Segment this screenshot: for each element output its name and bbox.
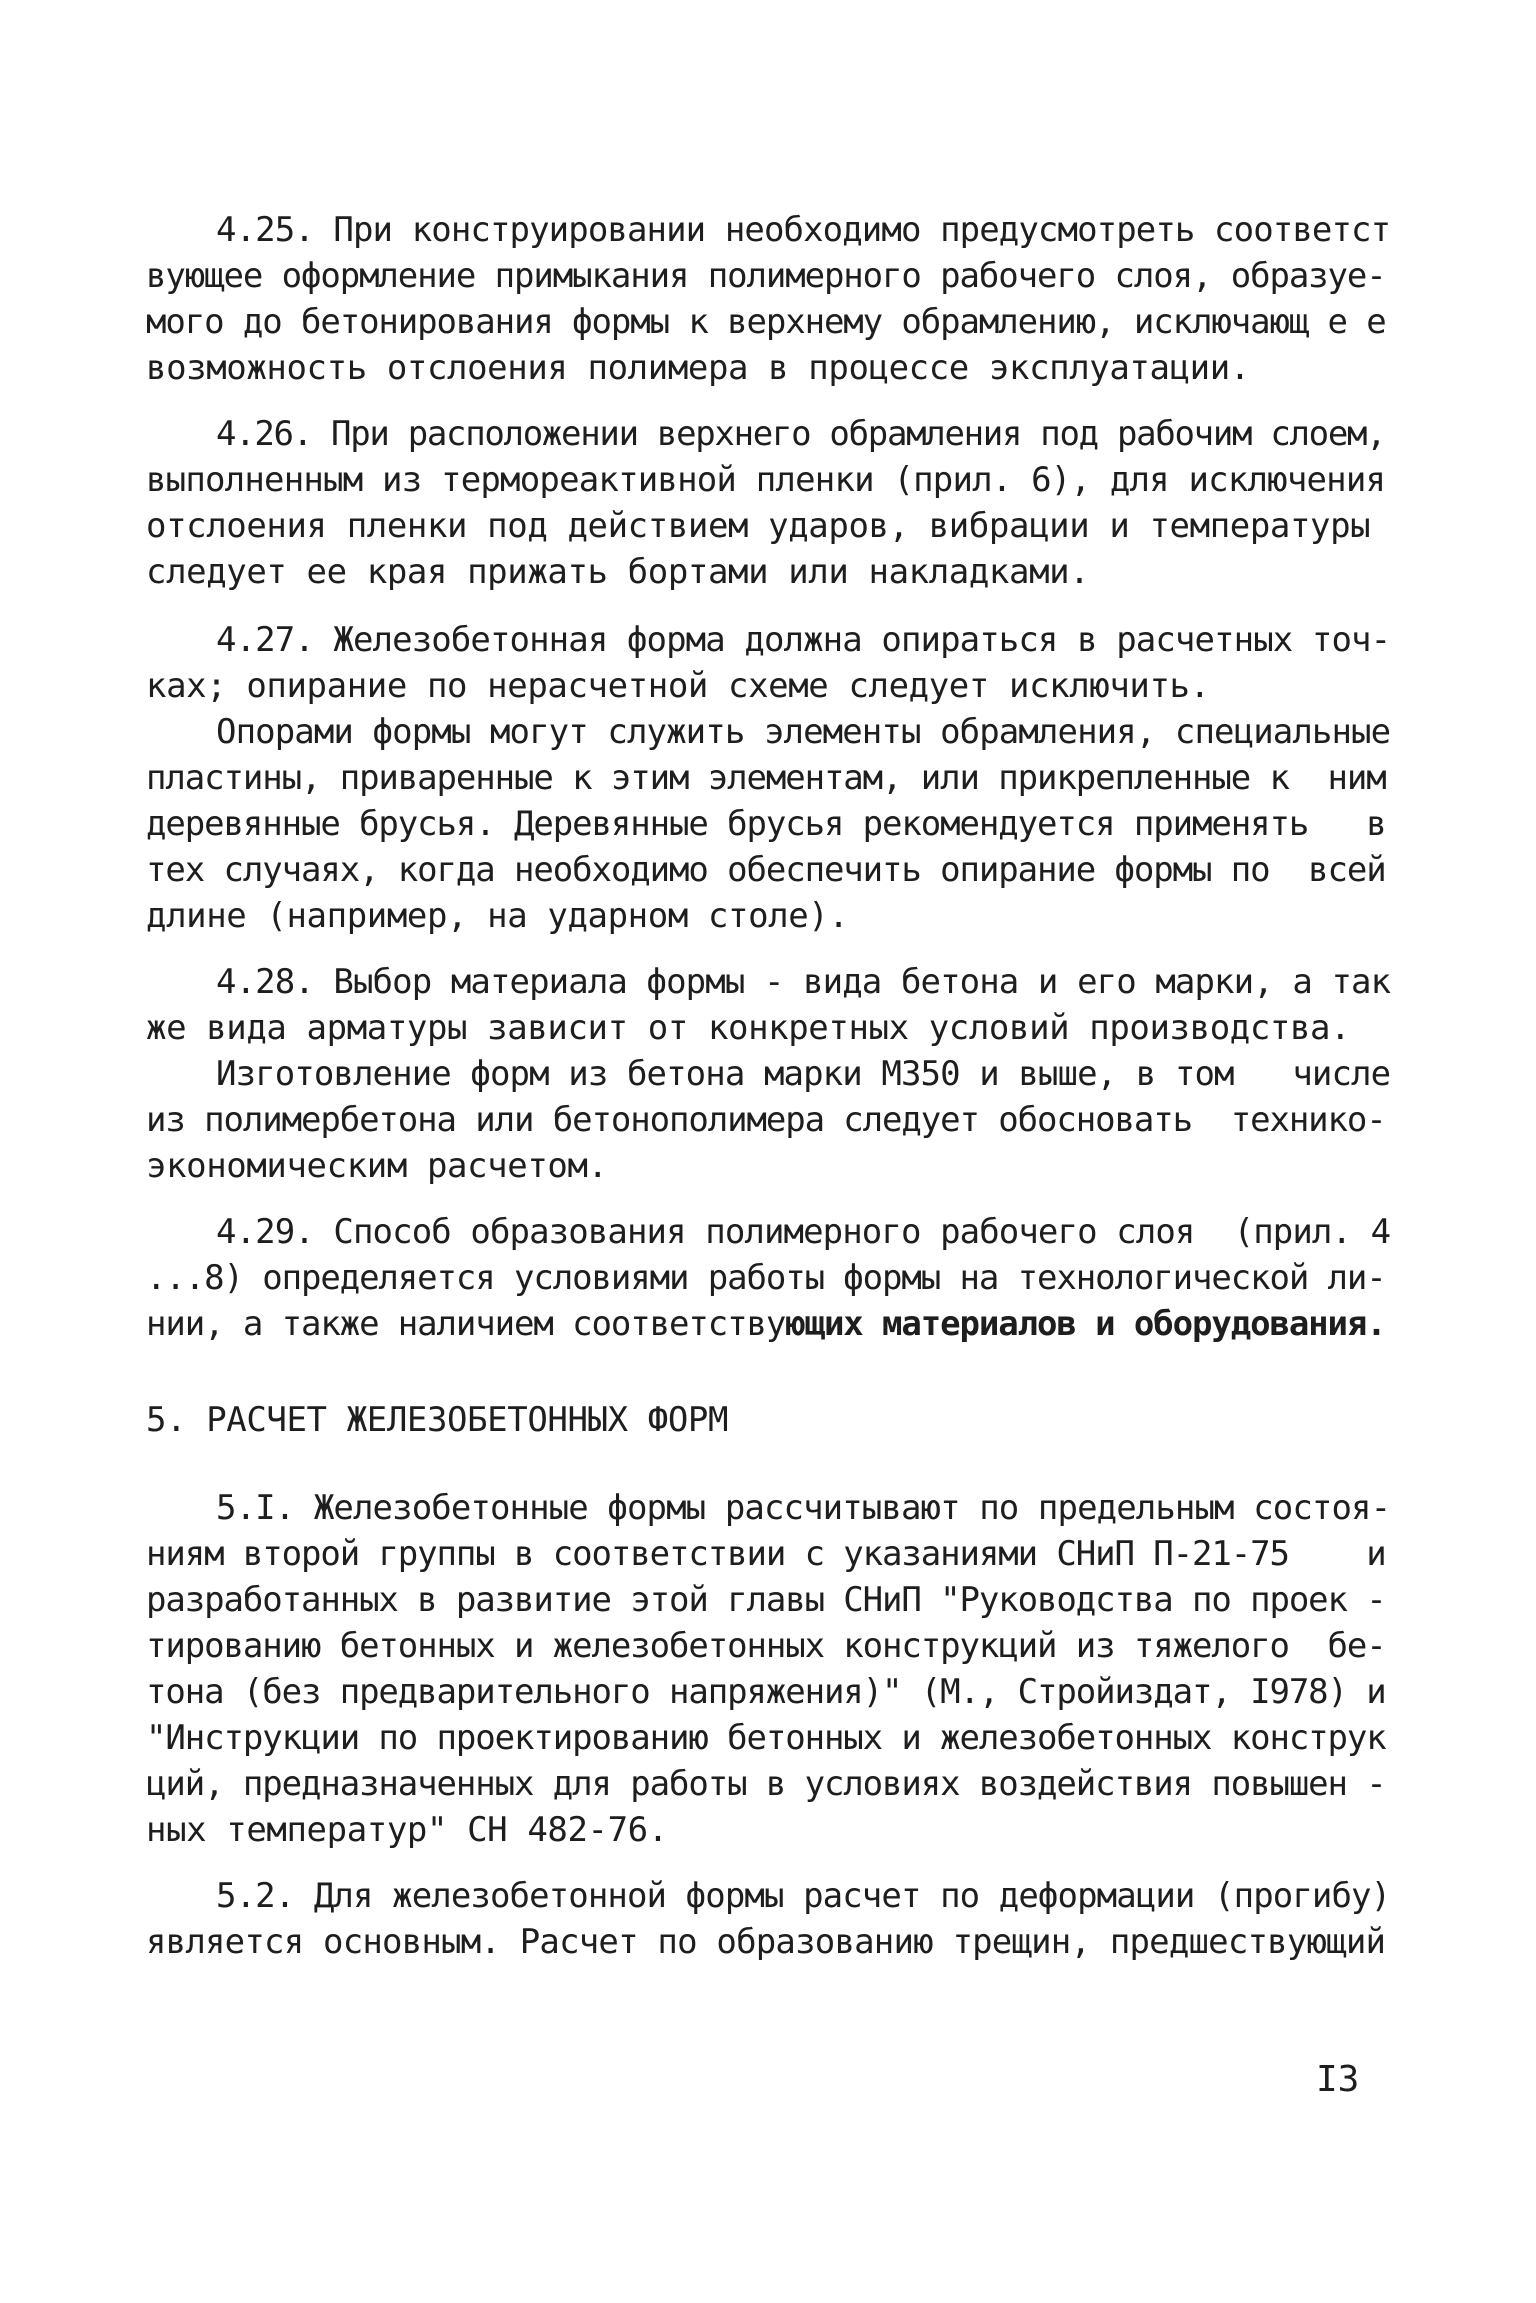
section-heading: 5. РАСЧЕТ ЖЕЛЕЗОБЕТОННЫХ ФОРМ (146, 1400, 729, 1440)
paragraph-5-1-line-1: 5.I. Железобетонные формы рассчитывают по предельным состоя- (216, 1488, 1391, 1528)
paragraph-4-26-line-4: следует ее края прижать бортами или накладками. (146, 552, 1090, 592)
paragraph-manufacture-line-1: Изготовление форм из бетона марки М350 и выше, в том числе (216, 1054, 1391, 1094)
paragraph-supports-line-4: тех случаях, когда необходимо обеспечить опирание формы по всей (146, 850, 1386, 890)
paragraph-4-29-line-2: ...8) определяется условиями работы формы на технологической ли- (146, 1258, 1386, 1298)
paragraph-supports-line-3: деревянные брусья. Деревянные брусья рекомендуется применять в (146, 804, 1386, 844)
paragraph-manufacture-line-3: экономическим расчетом. (146, 1146, 608, 1186)
paragraph-5-2-line-1: 5.2. Для железобетонной формы расчет по деформации (прогибу) (216, 1876, 1391, 1916)
paragraph-5-1-line-4: тированию бетонных и железобетонных конструкций из тяжелого бе- (146, 1626, 1386, 1666)
paragraph-5-1-line-6: "Инструкции по проектированию бетонных и железобетонных конструк (146, 1718, 1386, 1758)
paragraph-4-29-line-3 (146, 1302, 1386, 1346)
paragraph-5-1-line-3: разработанных в развитие этой главы СНиП "Руководства по проек - (146, 1580, 1386, 1620)
paragraph-4-29-line-3-bold: ющих материалов и оборудования. (785, 1304, 1386, 1344)
paragraph-5-1-line-8: ных температур" СН 482-76. (146, 1810, 668, 1850)
paragraph-4-26-line-1: 4.26. При расположении верхнего обрамления под рабочим слоем, (216, 414, 1386, 454)
paragraph-supports-line-2: пластины, приваренные к этим элементам, или прикрепленные к ним (146, 758, 1386, 798)
paragraph-4-28-line-2: же вида арматуры зависит от конкретных условий производства. (146, 1008, 1351, 1048)
paragraph-supports-line-5: длине (например, на ударном столе). (146, 896, 849, 936)
paragraph-5-1-line-2: ниям второй группы в соответствии с указаниями СНиП П-21-75 и (146, 1534, 1386, 1574)
paragraph-5-1-line-7: ций, предназначенных для работы в условиях воздействия повышен - (146, 1764, 1386, 1804)
paragraph-4-25-line-4: возможность отслоения полимера в процессе эксплуатации. (146, 348, 1250, 388)
paragraph-4-29-line-3-regular: нии, а также наличием соответству (146, 1304, 786, 1344)
page-number: I3 (1316, 2059, 1360, 2100)
paragraph-5-1-line-5: тона (без предварительного напряжения)" (М., Стройиздат, I978) и (146, 1672, 1386, 1712)
paragraph-4-25-line-3: мого до бетонирования формы к верхнему обрамлению, исключающ е е (146, 302, 1386, 342)
paragraph-manufacture-line-2: из полимербетона или бетонополимера следует обосновать технико- (146, 1100, 1386, 1140)
paragraph-4-25-line-2: вующее оформление примыкания полимерного рабочего слоя, образуе- (146, 256, 1386, 296)
paragraph-4-26-line-3: отслоения пленки под действием ударов, вибрации и температуры (146, 506, 1371, 546)
paragraph-4-27-line-2: ках; опирание по нерасчетной схеме следует исключить. (146, 666, 1210, 706)
paragraph-5-2-line-2: является основным. Расчет по образованию трещин, предшествующий (146, 1922, 1386, 1962)
paragraph-4-27-line-1: 4.27. Железобетонная форма должна опираться в расчетных точ- (216, 620, 1391, 660)
paragraph-4-29-line-1: 4.29. Способ образования полимерного рабочего слоя (прил. 4 (216, 1212, 1391, 1252)
paragraph-4-26-line-2: выполненным из термореактивной пленки (прил. 6), для исключения (146, 460, 1386, 500)
paragraph-supports-line-1: Опорами формы могут служить элементы обрамления, специальные (216, 712, 1391, 752)
paragraph-4-25-line-1: 4.25. При конструировании необходимо предусмотреть соответст (216, 210, 1391, 250)
paragraph-4-28-line-1: 4.28. Выбор материала формы - вида бетона и его марки, а так (216, 962, 1391, 1002)
